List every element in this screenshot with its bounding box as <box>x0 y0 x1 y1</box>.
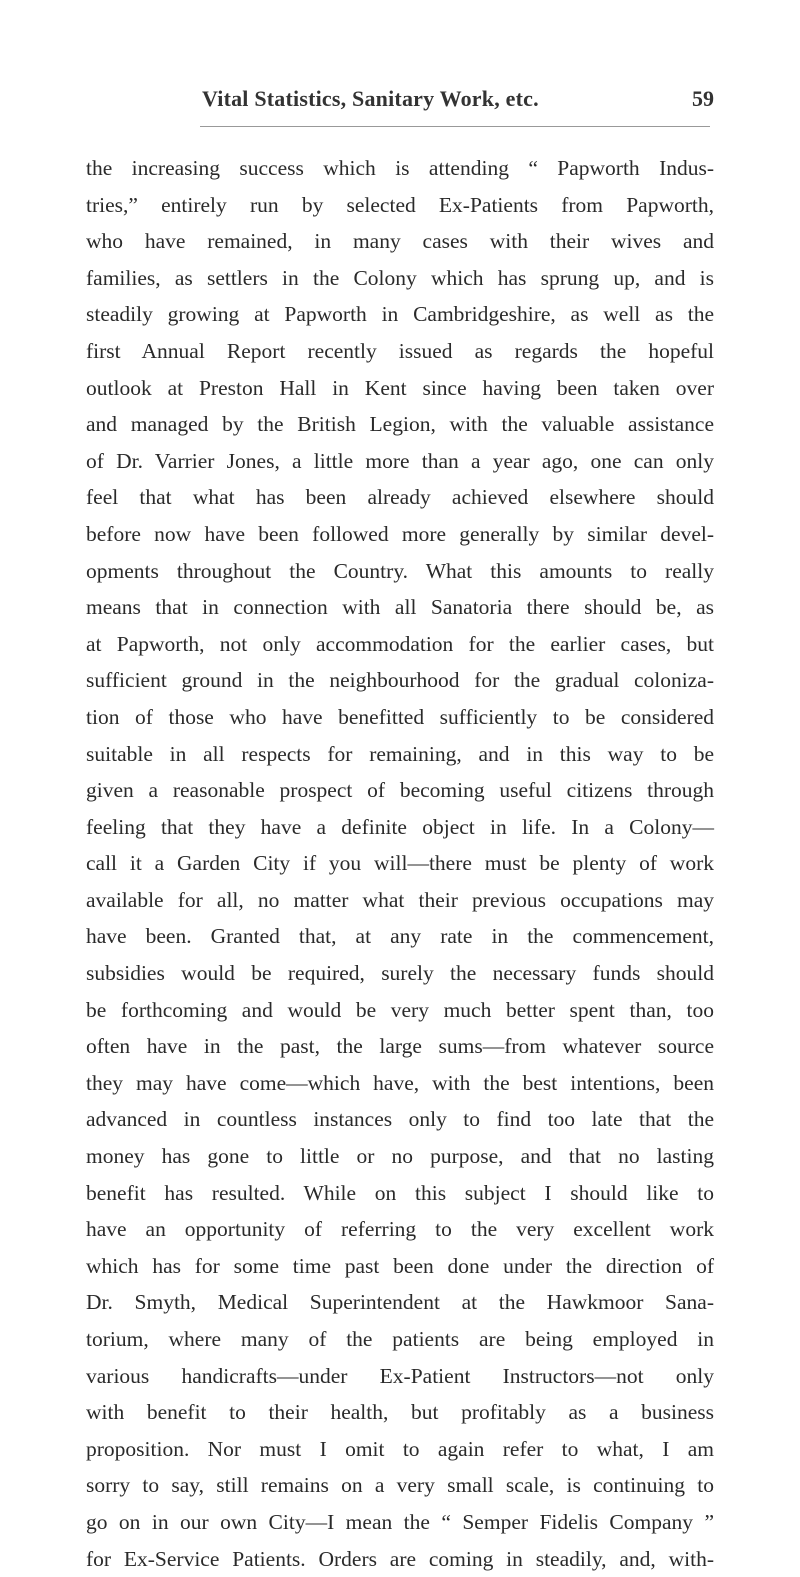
text-line: sorry to say, still remains on a very small scale, is continuing to <box>86 1473 714 1498</box>
running-title: Vital Statistics, Sanitary Work, etc. <box>202 86 539 111</box>
text-line: have an opportunity of referring to the very excellent work <box>86 1217 714 1242</box>
text-line: tries,” entirely run by selected Ex-Patients from Papworth, <box>86 192 714 217</box>
running-head <box>0 86 800 122</box>
text-line: opments throughout the Country. What this amounts to really <box>86 558 714 583</box>
page-number: 59 <box>692 86 714 111</box>
text-line: for Ex-Service Patients. Orders are coming in steadily, and, with- <box>86 1546 714 1571</box>
text-line: means that in connection with all Sanatoria there should be, as <box>86 595 714 620</box>
text-line: of Dr. Varrier Jones, a little more than a year ago, one can only <box>86 448 714 473</box>
text-line: torium, where many of the patients are being employed in <box>86 1327 714 1351</box>
header-rule <box>200 126 710 127</box>
text-line: available for all, no matter what their previous occupations may <box>86 887 714 912</box>
text-line: feeling that they have a definite object in life. In a Colony— <box>86 814 714 839</box>
text-line: often have in the past, the large sums—from whatever source <box>86 1034 714 1059</box>
text-line: given a reasonable prospect of becoming useful citizens through <box>86 778 714 803</box>
text-line: have been. Granted that, at any rate in the commencement, <box>86 924 714 949</box>
text-line: tion of those who have benefitted sufficiently to be considered <box>86 704 714 729</box>
text-line: Dr. Smyth, Medical Superintendent at the Hawkmoor Sana- <box>86 1290 714 1315</box>
text-line: first Annual Report recently issued as regards the hopeful <box>86 338 714 363</box>
text-line: go on in our own City—I mean the “ Semper Fidelis Company ” <box>86 1509 714 1534</box>
body-paragraph <box>86 150 714 1577</box>
text-line: families, as settlers in the Colony which has sprung up, and is <box>86 265 714 290</box>
text-line: outlook at Preston Hall in Kent since having been taken over <box>86 375 714 400</box>
text-line: be forthcoming and would be very much better spent than, too <box>86 997 714 1022</box>
text-line: proposition. Nor must I omit to again refer to what, I am <box>86 1436 714 1461</box>
text-line: advanced in countless instances only to find too late that the <box>86 1107 714 1132</box>
text-line: which has for some time past been done under the direction of <box>86 1253 714 1278</box>
text-line: money has gone to little or no purpose, and that no lasting <box>86 1144 714 1169</box>
text-line: suitable in all respects for remaining, and in this way to be <box>86 741 714 766</box>
text-line: steadily growing at Papworth in Cambridgeshire, as well as the <box>86 302 714 327</box>
text-line: various handicrafts—under Ex-Patient Instructors—not only <box>86 1363 714 1388</box>
text-line: with benefit to their health, but profitably as a business <box>86 1400 714 1425</box>
text-line: feel that what has been already achieved elsewhere should <box>86 485 714 510</box>
text-line: they may have come—which have, with the best intentions, been <box>86 1070 714 1095</box>
text-line: who have remained, in many cases with their wives and <box>86 229 714 254</box>
text-line: benefit has resulted. While on this subject I should like to <box>86 1180 714 1205</box>
text-line: sufficient ground in the neighbourhood for the gradual coloniza- <box>86 668 714 693</box>
text-line: before now have been followed more generally by similar devel- <box>86 521 714 546</box>
text-line: and managed by the British Legion, with the valuable assistance <box>86 412 714 437</box>
text-line: the increasing success which is attending “ Papworth Indus- <box>86 156 714 180</box>
text-line: subsidies would be required, surely the necessary funds should <box>86 961 714 986</box>
text-line: at Papworth, not only accommodation for the earlier cases, but <box>86 631 714 656</box>
text-line: call it a Garden City if you will—there must be plenty of work <box>86 851 714 876</box>
